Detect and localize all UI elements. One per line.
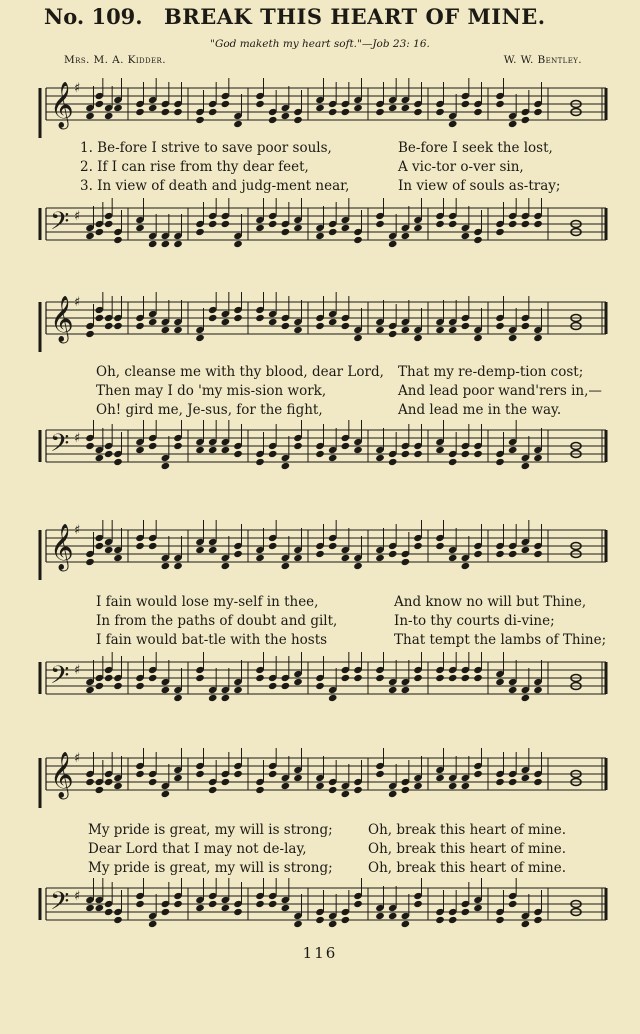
- lyric-line: [0, 140, 640, 158]
- key-signature-sharp-icon: ♯: [74, 431, 81, 446]
- lyric-line: [0, 364, 640, 382]
- hymn-number: No. 109.: [44, 4, 143, 29]
- bass-clef-icon: 𝄢: [50, 661, 70, 696]
- lyric-line: [0, 402, 640, 420]
- hymn-title: BREAK THIS HEART OF MINE.: [164, 4, 546, 29]
- lyric-line: [0, 822, 640, 840]
- lyric-phrase: In-to thy courts di-vine;: [394, 613, 555, 629]
- music-system-3-treble: [0, 520, 640, 580]
- lyricist-credit: Mrs. M. A. Kidder.: [64, 54, 166, 66]
- lyric-line: [0, 178, 640, 196]
- lyric-phrase: My pride is great, my will is strong;: [88, 822, 333, 838]
- music-system-3-bass: [0, 652, 640, 712]
- key-signature-sharp-icon: ♯: [74, 523, 81, 538]
- note-group: [85, 292, 581, 342]
- lyric-phrase: 2. If I can rise from thy dear feet,: [80, 159, 309, 175]
- key-signature-sharp-icon: ♯: [74, 751, 81, 766]
- treble-clef-icon: 𝄞: [50, 524, 74, 570]
- bass-clef-icon: 𝄢: [50, 207, 70, 242]
- lyric-phrase: Be-fore I seek the lost,: [398, 140, 553, 156]
- key-signature-sharp-icon: ♯: [74, 81, 81, 96]
- treble-clef-icon: 𝄞: [50, 296, 74, 342]
- music-system-1-treble: [0, 78, 640, 138]
- lyric-line: [0, 613, 640, 631]
- note-group: [85, 520, 581, 570]
- lyric-phrase: Oh, break this heart of mine.: [368, 841, 567, 857]
- lyric-phrase: And lead me in the way.: [398, 402, 562, 418]
- lyric-line: [0, 841, 640, 859]
- bass-clef-icon: 𝄢: [50, 429, 70, 464]
- lyric-line: [0, 159, 640, 177]
- lyric-phrase: In from the paths of doubt and gilt,: [96, 613, 338, 629]
- lyric-phrase: And know no will but Thine,: [394, 594, 587, 610]
- music-system-2-treble: [0, 292, 640, 352]
- note-group: [85, 420, 581, 470]
- note-group: [85, 198, 581, 248]
- scripture-epigraph: "God maketh my heart soft."—Job 23: 16.: [210, 38, 430, 50]
- lyric-phrase: Oh, break this heart of mine.: [368, 822, 567, 838]
- lyric-phrase: Oh, break this heart of mine.: [368, 860, 567, 876]
- lyric-phrase: That my re-demp-tion cost;: [398, 364, 584, 380]
- composer-credit: W. W. Bentley.: [503, 54, 582, 66]
- note-group: [85, 652, 581, 702]
- key-signature-sharp-icon: ♯: [74, 209, 81, 224]
- key-signature-sharp-icon: ♯: [74, 889, 81, 904]
- lyric-phrase: And lead poor wand'rers in,—: [398, 383, 602, 399]
- lyric-phrase: Oh! gird me, Je-sus, for the fight,: [96, 402, 323, 418]
- lyric-phrase: In view of souls as-tray;: [398, 178, 561, 194]
- music-system-4-treble: [0, 748, 640, 808]
- treble-clef-icon: 𝄞: [50, 82, 74, 128]
- music-system-2-bass: [0, 420, 640, 480]
- lyric-line: [0, 383, 640, 401]
- note-group: [85, 748, 581, 798]
- key-signature-sharp-icon: ♯: [74, 663, 81, 678]
- note-group: [85, 78, 581, 128]
- lyric-line: [0, 860, 640, 878]
- lyric-phrase: Dear Lord that I may not de-lay,: [88, 841, 307, 857]
- note-group: [85, 878, 581, 928]
- music-system-1-bass: [0, 198, 640, 258]
- lyric-phrase: 1. Be-fore I strive to save poor souls,: [80, 140, 332, 156]
- key-signature-sharp-icon: ♯: [74, 295, 81, 310]
- lyric-phrase: 3. In view of death and judg-ment near,: [80, 178, 350, 194]
- lyric-phrase: Then may I do 'my mis-sion work,: [96, 383, 327, 399]
- page-number: 116: [302, 944, 338, 962]
- lyric-phrase: That tempt the lambs of Thine;: [394, 632, 607, 648]
- lyric-phrase: I fain would lose my-self in thee,: [96, 594, 319, 610]
- lyric-phrase: My pride is great, my will is strong;: [88, 860, 333, 876]
- lyric-line: [0, 594, 640, 612]
- lyric-phrase: I fain would bat-tle with the hosts: [96, 632, 328, 648]
- lyric-phrase: Oh, cleanse me with thy blood, dear Lord,: [96, 364, 384, 380]
- bass-clef-icon: 𝄢: [50, 887, 70, 922]
- lyric-phrase: A vic-tor o-ver sin,: [398, 159, 524, 175]
- music-system-4-bass: [0, 878, 640, 938]
- lyric-line: [0, 632, 640, 650]
- treble-clef-icon: 𝄞: [50, 752, 74, 798]
